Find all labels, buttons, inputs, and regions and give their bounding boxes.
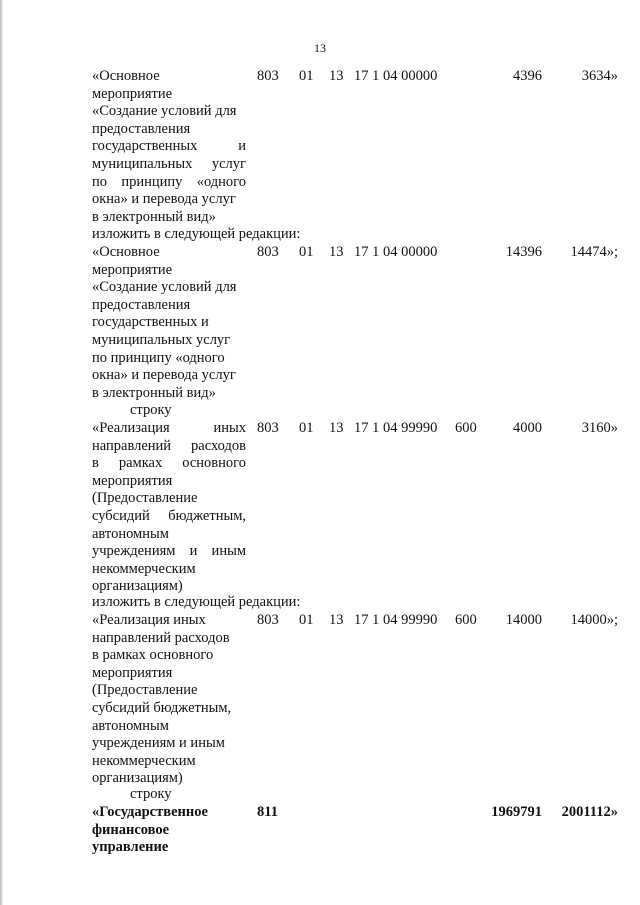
desc-line: автономным — [92, 717, 169, 734]
expense-type-code: 600 — [455, 612, 477, 628]
desc-line: направлений расходов — [92, 629, 230, 646]
desc-line: направлений расходов — [92, 437, 246, 454]
sum-year-2: 2001112» — [561, 804, 618, 820]
sum-year-2: 14474»; — [570, 244, 618, 260]
sum-year-1: 14000 — [505, 612, 542, 628]
desc-line: некоммерческим — [92, 560, 196, 577]
row-description — [92, 68, 246, 226]
section-code: 01 — [299, 68, 314, 84]
target-article-code: 17 1 04 00000 — [354, 68, 438, 84]
page-number: 13 — [314, 41, 326, 55]
sum-year-2: 3634» — [581, 68, 618, 84]
desc-line: финансовое — [92, 821, 170, 838]
row-label: строку — [130, 402, 172, 418]
desc-line: окна» и перевода услуг — [92, 191, 236, 208]
desc-line: мероприятие — [92, 85, 173, 102]
row-description — [92, 244, 246, 402]
expense-type-code: 600 — [455, 420, 477, 436]
ved-code: 803 — [257, 244, 279, 260]
ved-code: 803 — [257, 68, 279, 84]
desc-line: «Создание условий для — [92, 103, 237, 120]
desc-line: автономным — [92, 525, 169, 542]
desc-line: муниципальных услуг — [92, 155, 246, 172]
desc-line: в электронный вид» — [92, 208, 216, 225]
desc-line: государственных и — [92, 314, 209, 331]
row-label: строку — [130, 786, 172, 802]
row-description — [92, 612, 246, 788]
desc-line: мероприятия — [92, 472, 173, 489]
desc-line: государственных и — [92, 138, 246, 155]
desc-line: организациям) — [92, 770, 183, 787]
desc-line: организациям) — [92, 578, 183, 595]
desc-line: «Основное — [92, 244, 160, 260]
sum-year-1: 4396 — [513, 68, 542, 84]
row-description — [92, 420, 246, 596]
sum-year-2: 14000»; — [570, 612, 618, 628]
sum-year-1: 4000 — [513, 420, 542, 436]
target-article-code: 17 1 04 99990 — [354, 420, 438, 436]
desc-line: в электронный вид» — [92, 384, 216, 401]
desc-line: «Основное — [92, 68, 160, 84]
ved-code: 803 — [257, 420, 279, 436]
desc-line: по принципу «одного — [92, 173, 246, 190]
desc-line: субсидий бюджетным, — [92, 507, 246, 524]
desc-line: учреждениям и иным — [92, 543, 246, 560]
desc-line: мероприятия — [92, 664, 173, 681]
target-article-code: 17 1 04 99990 — [354, 612, 438, 628]
desc-line: управление — [92, 839, 169, 856]
scan-edge — [0, 0, 3, 905]
subsection-code: 13 — [329, 612, 344, 628]
section-code: 01 — [299, 420, 314, 436]
desc-line: (Предоставление — [92, 490, 198, 507]
subsection-code: 13 — [329, 68, 344, 84]
desc-line: в рамках основного — [92, 455, 246, 472]
desc-line: в рамках основного — [92, 647, 214, 664]
sum-year-1: 14396 — [505, 244, 542, 260]
row-description — [92, 804, 246, 857]
desc-line: «Реализация иных — [92, 420, 246, 436]
subsection-code: 13 — [329, 244, 344, 260]
ved-code: 803 — [257, 612, 279, 628]
section-code: 01 — [299, 612, 314, 628]
desc-line: «Реализация иных — [92, 612, 206, 628]
ved-code: 811 — [257, 804, 278, 820]
desc-line: муниципальных услуг — [92, 331, 231, 348]
desc-line: предоставления — [92, 296, 191, 313]
desc-line: субсидий бюджетным, — [92, 699, 232, 716]
desc-line: «Создание условий для — [92, 279, 237, 296]
target-article-code: 17 1 04 00000 — [354, 244, 438, 260]
sum-year-2: 3160» — [581, 420, 618, 436]
desc-line: учреждениям и иным — [92, 735, 225, 752]
desc-line: мероприятие — [92, 261, 173, 278]
desc-line: окна» и перевода услуг — [92, 367, 236, 384]
subsection-code: 13 — [329, 420, 344, 436]
edit-instruction: изложить в следующей редакции: — [92, 594, 301, 610]
desc-line: некоммерческим — [92, 752, 196, 769]
edit-instruction: изложить в следующей редакции: — [92, 226, 301, 242]
section-code: 01 — [299, 244, 314, 260]
desc-line: «Государственное — [92, 804, 208, 820]
desc-line: по принципу «одного — [92, 349, 225, 366]
desc-line: (Предоставление — [92, 682, 198, 699]
desc-line: предоставления — [92, 120, 191, 137]
sum-year-1: 1969791 — [491, 804, 542, 820]
